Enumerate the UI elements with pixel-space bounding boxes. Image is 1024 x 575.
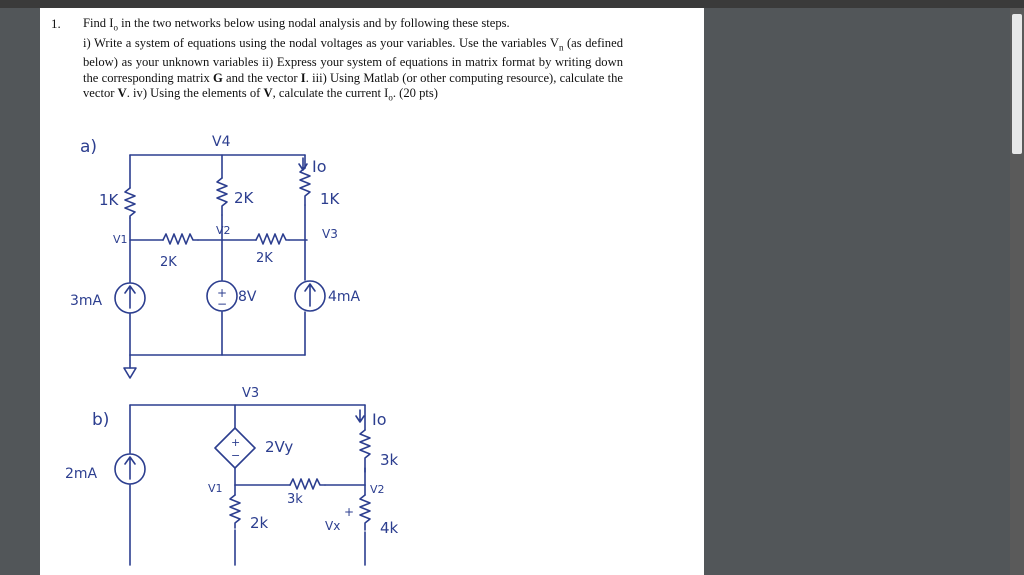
node-v3-a: V3 [322, 227, 338, 241]
circuit-b-wires [130, 405, 365, 565]
node-v1-b: V1 [208, 482, 223, 495]
minus-8v: − [217, 297, 228, 311]
io-arrow-b [356, 410, 364, 422]
src-3ma-label: 3mA [70, 293, 103, 309]
node-v1-a: V1 [113, 233, 128, 246]
circuit-b-elements [115, 410, 370, 530]
io-label-b: Io [372, 410, 387, 429]
minus-dep: − [231, 449, 241, 462]
label-a: a) [80, 137, 98, 157]
vx-label: Vx [325, 519, 341, 533]
r-2k-left-label: 2k [250, 514, 269, 532]
node-v2-a: V2 [216, 224, 231, 237]
resistor-2k-h2 [256, 234, 289, 244]
io-label-a: Io [312, 157, 327, 176]
problem-statement: Find $I_o$ in the two networks below using nodal analysis and by following these steps. i) Write a system of equations using the nodal voltages as your variables. Use the variables $V_n$ (as defined below) as your unknown variables ii) Express your system of equations in matrix format by writing down the corresponding matrix G and the vector I. iii) Using Matlab (or other computing resource), calculate the vector V. iv) Using the elements of V, calculate the current $I_o$. (20 pts) [83, 16, 623, 103]
r-1k-left-label: 1K [99, 191, 119, 209]
vx-plus: + [344, 505, 355, 519]
node-v2-b: V2 [370, 483, 385, 496]
resistor-1k-right [300, 168, 310, 205]
r-2k-h1-label: 2K [160, 255, 177, 270]
resistor-2k-h1 [163, 234, 198, 244]
label-b: b) [92, 410, 110, 430]
node-v3-b: V3 [242, 386, 260, 401]
r-2k-h2-label: 2K [256, 251, 273, 266]
r-4k-right-label: 4k [380, 519, 399, 537]
src-4ma-label: 4mA [328, 289, 361, 305]
resistor-4k-right [360, 495, 370, 530]
resistor-3k-mid [290, 479, 325, 489]
circuit-a-wires [124, 155, 307, 378]
problem-number: 1. [51, 16, 61, 31]
resistor-1k-left [125, 188, 135, 218]
r-3k-mid-label: 3k [287, 492, 303, 507]
dep-src-label: 2Vy [265, 438, 294, 456]
r-2k-top-label: 2K [234, 189, 254, 207]
resistor-2k-left [230, 495, 240, 528]
node-v4: V4 [212, 134, 231, 150]
resistor-2k-top [217, 178, 227, 215]
src-2ma-label: 2mA [65, 466, 98, 482]
r-1k-right-label: 1K [320, 190, 340, 208]
plus-dep: + [231, 436, 241, 449]
src-8v-label: 8V [238, 289, 257, 305]
resistor-3k-right [360, 430, 370, 472]
plus-8v: + [217, 286, 228, 300]
r-3k-right-label: 3k [380, 451, 399, 469]
